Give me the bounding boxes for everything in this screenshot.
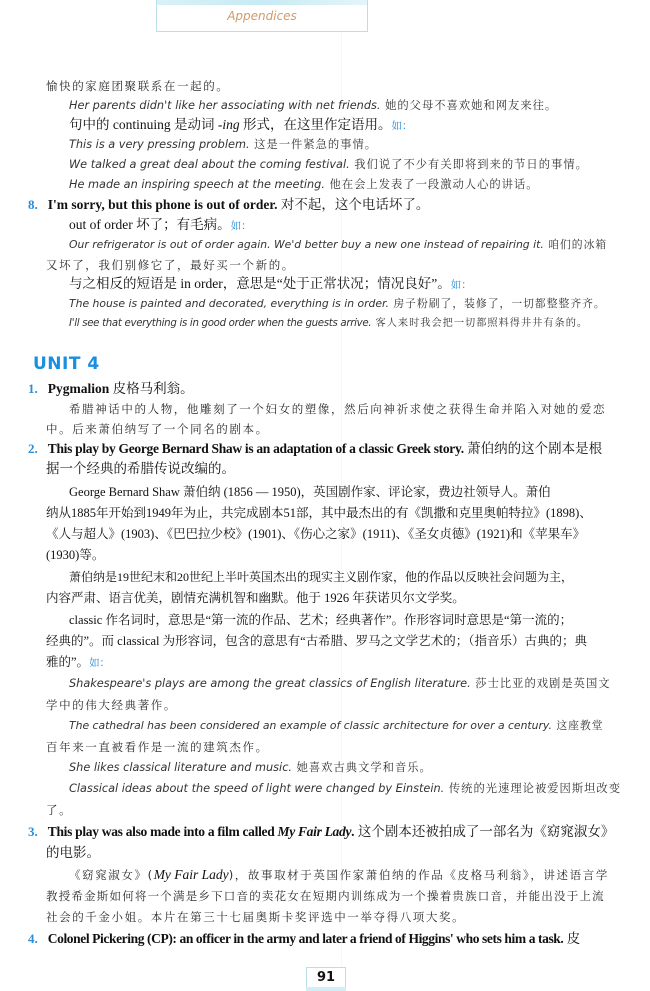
item-8-heading (28, 197, 429, 213)
item-number: 2. (28, 441, 38, 456)
text-line: 中。后来萧伯纳写了一个同名的剧本。 (46, 422, 269, 436)
item-title: Pygmalion (47, 381, 110, 396)
page-number-decoration (306, 987, 346, 991)
item-title: This play was also made into a film called (47, 824, 278, 839)
running-header (156, 0, 368, 32)
note-text: 形式，在这里作定语用。 (239, 117, 392, 132)
item-3-heading (28, 824, 614, 840)
example-en: I'll see that everything is in good order when the guests arrive. (69, 318, 372, 329)
item-title-zh: 皮格马利翁。 (109, 381, 194, 396)
item-title-zh: 这个剧本还被拍成了一部名为《窈窕淑女》 (354, 824, 615, 839)
text-line: 内容严肃、语言优美，剧情充满机智和幽默。他于 1926 年获诺贝尔文学奖。 (46, 591, 465, 605)
example-sentence (69, 676, 611, 692)
example-en: Shakespeare's plays are among the great classics of English literature. (69, 677, 471, 690)
example-en: He made an inspiring speech at the meeting. (69, 178, 325, 191)
text-line (69, 867, 609, 883)
example-marker: 如： (89, 657, 111, 669)
example-en: She likes classical literature and music. (69, 761, 292, 774)
item-number: 8. (28, 197, 38, 212)
item-title: . (351, 824, 355, 839)
example-marker: 如： (450, 279, 472, 291)
item-title: I'm sorry, but this phone is out of order. (47, 197, 278, 212)
note-line (69, 217, 252, 234)
film-title: My Fair Lady (153, 867, 229, 882)
item-number: 3. (28, 824, 38, 839)
example-sentence (69, 157, 588, 173)
example-zh: 她喜欢古典文学和音乐。 (292, 761, 432, 774)
text-line (46, 654, 110, 671)
text-line: 希腊神话中的人物，他雕刻了一个妇女的塑像，然后向神祈求使之获得生命并陷入对她的爱恋 (69, 402, 607, 416)
example-en: This is a very pressing problem. (69, 138, 250, 151)
item-title: Colonel Pickering (CP): an officer in the army and later a friend of Higgins' who sets him a task. (47, 931, 564, 946)
text-line: 经典的”。而 classical 为形容词，包含的意思有“古希腊、罗马之文学艺术的；（指音乐）古典的；典 (46, 634, 587, 648)
note-text: 句中的 continuing 是动词 - (69, 117, 223, 132)
text-line: 据一个经典的希腊传说改编的。 (46, 461, 235, 476)
example-sentence (69, 760, 432, 776)
item-number: 4. (28, 931, 38, 946)
note-text: 《窈窕淑女》( (69, 868, 154, 882)
text-line: 纳从1885年开始到1949年为止，共完成剧本51部，其中最杰出的有《凯撒和克里奥帕特拉》(1898)、 (46, 506, 592, 520)
example-zh: 这是一件紧急的事情。 (249, 138, 378, 151)
example-sentence (69, 137, 377, 153)
example-zh: 传统的光速理论被爱因斯坦改变 (444, 782, 622, 795)
example-zh: 我们说了不少有关即将到来的节日的事情。 (349, 158, 588, 171)
note-text: out of order 坏了；有毛病。 (69, 217, 231, 232)
item-4-heading (28, 931, 580, 947)
example-zh: 房子粉刷了，装修了，一切都整整齐齐。 (388, 297, 606, 310)
example-zh: 这座教堂 (551, 719, 604, 732)
text-line: 百年来一直被看作是一流的建筑杰作。 (46, 740, 269, 754)
example-sentence (69, 718, 604, 734)
text-line: 又坏了，我们别修它了，最好买一个新的。 (46, 258, 295, 272)
example-zh: 客人来时我会把一切都照料得井井有条的。 (371, 318, 589, 329)
item-number: 1. (28, 381, 38, 396)
example-zh: 他在会上发表了一段激动人心的讲话。 (324, 178, 539, 191)
note-line (69, 117, 413, 134)
example-en: Classical ideas about the speed of light were changed by Einstein. (69, 782, 445, 795)
example-marker: 如： (391, 120, 413, 132)
note-line (69, 276, 472, 293)
text-line: classic 作名词时，意思是“第一流的作品、艺术；经典著作”。作形容词时意思是“第一流的； (69, 613, 573, 627)
example-en: Our refrigerator is out of order again. We'd better buy a new one instead of repairing it. (69, 238, 544, 251)
text-line: 了。 (46, 803, 73, 817)
item-title-italic: My Fair Lady (277, 824, 352, 839)
item-title-zh: 皮 (563, 931, 581, 946)
item-title-zh: 对不起，这个电话坏了。 (277, 197, 430, 212)
item-1-heading (28, 381, 194, 397)
example-en: We talked a great deal about the coming festival. (69, 158, 350, 171)
example-sentence (69, 296, 606, 312)
example-sentence (69, 781, 621, 797)
header-title: Appendices (227, 9, 297, 23)
text-line: (1930)等。 (46, 548, 105, 562)
note-italic: ing (222, 117, 240, 132)
text-line: 学中的伟大经典著作。 (46, 698, 177, 712)
item-title-zh: 萧伯纳的这个剧本是根 (463, 441, 603, 456)
example-zh: 咱们的冰箱 (543, 238, 608, 251)
unit-heading: UNIT 4 (33, 354, 100, 374)
example-en: Her parents didn't like her associating with net friends. (69, 99, 381, 112)
text-line: 教授希金斯如何将一个满是乡下口音的卖花女在短期内训练成为一个操着贵族口音，并能出没于上流 (46, 889, 605, 903)
example-sentence (69, 98, 557, 114)
text-line: 社会的千金小姐。本片在第三十七届奥斯卡奖评选中一举夺得八项大奖。 (46, 910, 466, 924)
note-text: 与之相反的短语是 in order，意思是“处于正常状况；情况良好”。 (69, 276, 451, 291)
note-text: 雅的”。 (46, 655, 90, 669)
example-marker: 如： (230, 220, 252, 232)
example-en: The cathedral has been considered an example of classic architecture for over a century. (69, 719, 552, 732)
item-2-heading (28, 441, 602, 457)
example-sentence (69, 316, 588, 332)
example-sentence (69, 237, 607, 253)
text-line: 萧伯纳是19世纪末和20世纪上半叶英国杰出的现实主义剧作家，他的作品以反映社会问题为主， (69, 570, 574, 584)
text-line: 《人与超人》(1903)、《巴巴拉少校》(1901)、《伤心之家》(1911)、《圣女贞德》(1921)和《苹果车》 (46, 527, 586, 541)
page-number: 91 (306, 967, 346, 988)
note-text: )，故事取材于英国作家萧伯纳的作品《皮格马利翁》，讲述语言学 (228, 868, 609, 882)
text-line: 的电影。 (46, 845, 100, 860)
item-title: This play by George Bernard Shaw is an adaptation of a classic Greek story. (47, 441, 464, 456)
example-en: The house is painted and decorated, everything is in order. (69, 297, 389, 310)
text-line: George Bernard Shaw 萧伯纳 (1856 — 1950)，英国剧作家、评论家，费边社领导人。萧伯 (69, 485, 551, 499)
example-zh: 莎士比亚的戏剧是英国文 (470, 677, 611, 690)
header-decoration (157, 0, 367, 5)
text-line: 愉快的家庭团聚联系在一起的。 (46, 79, 230, 93)
example-sentence (69, 177, 539, 193)
example-zh: 她的父母不喜欢她和网友来往。 (380, 99, 558, 112)
